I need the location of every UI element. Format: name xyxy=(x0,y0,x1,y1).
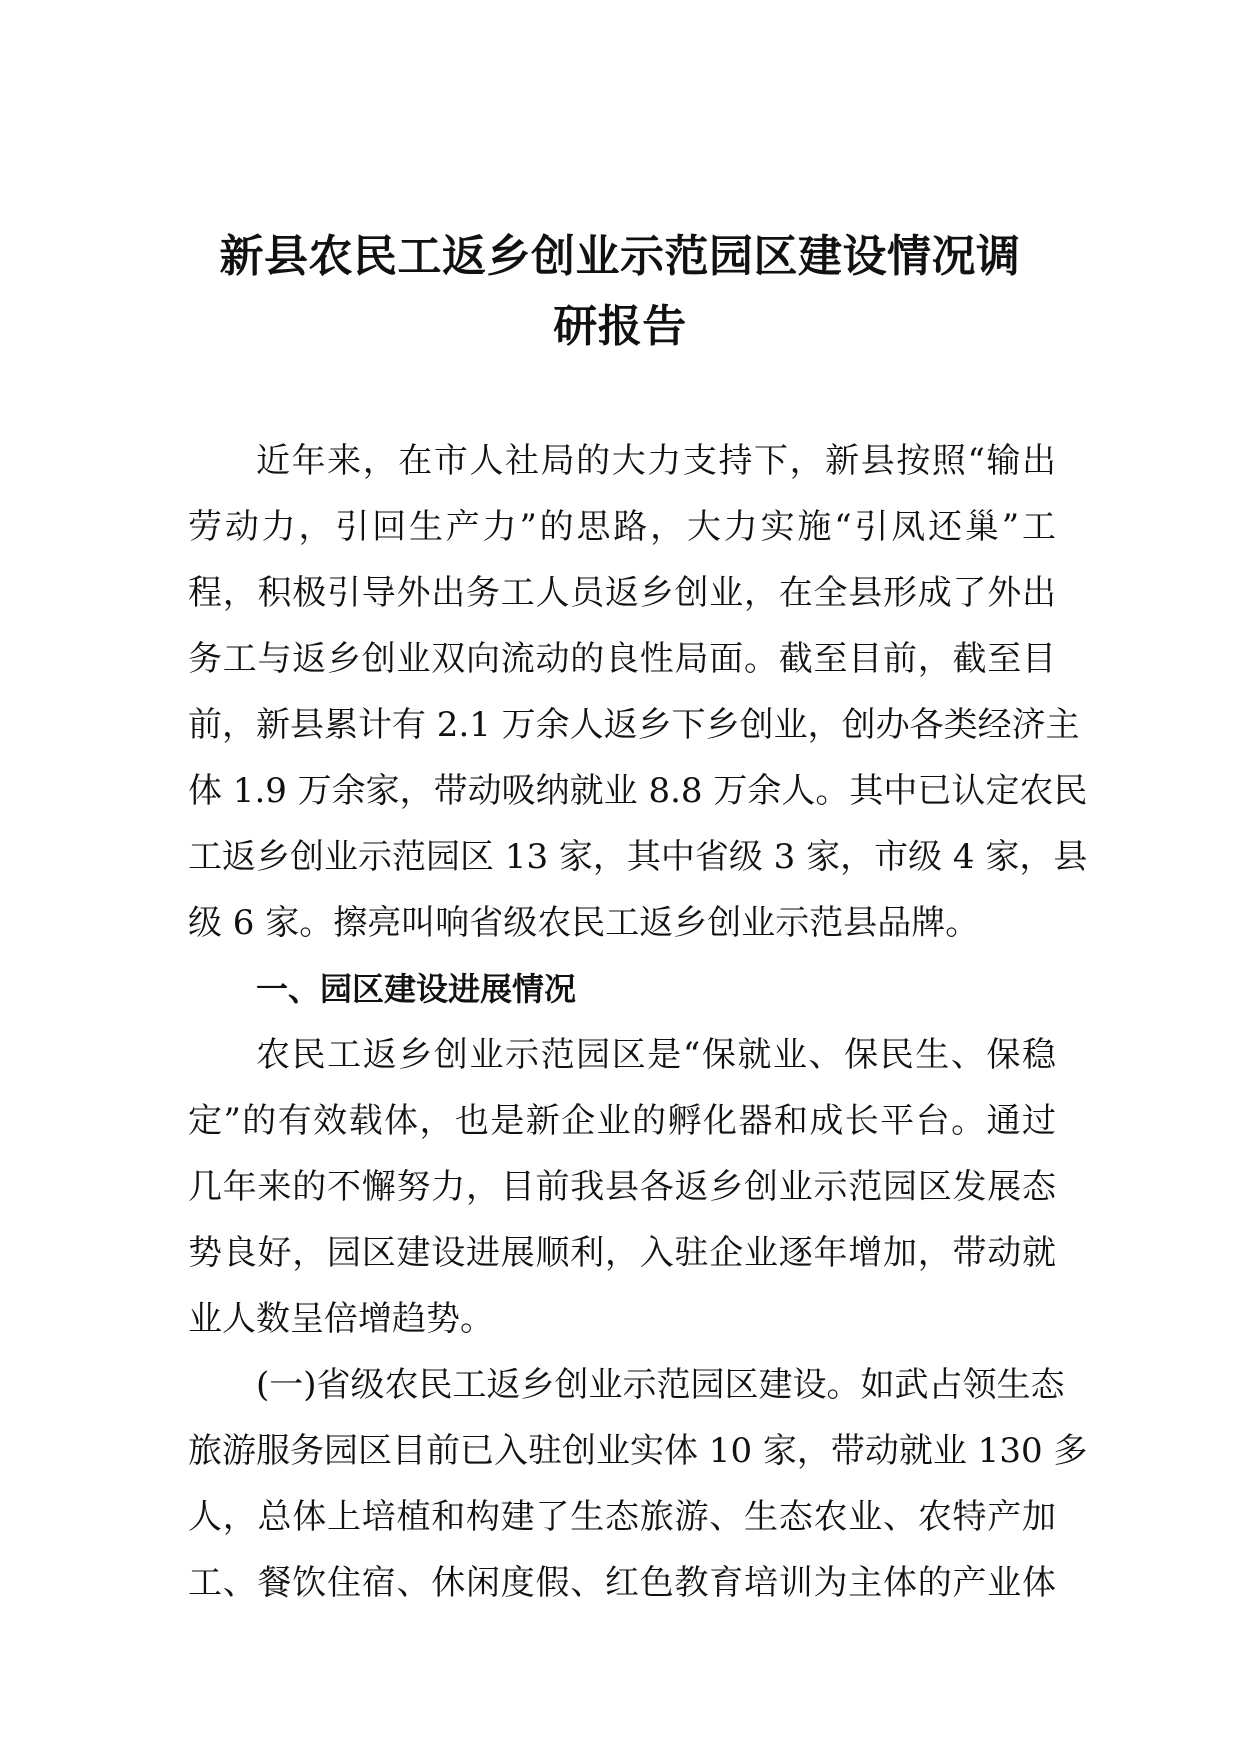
document-body xyxy=(188,428,1088,1616)
title-line: 研报告 xyxy=(553,301,687,352)
paragraph-line: 势良好，园区建设进展顺利，入驻企业逐年增加，带动就 xyxy=(188,1233,1056,1273)
section-heading: 一、园区建设进展情况 xyxy=(256,970,577,1008)
paragraph-line: 旅游服务园区目前已入驻创业实体 10 家，带动就业 130 多 xyxy=(188,1431,1088,1471)
paragraph-section1 xyxy=(188,1022,1056,1352)
paragraph-line: 工、餐饮住宿、休闲度假、红色教育培训为主体的产业体 xyxy=(188,1563,1056,1603)
paragraph-line: 业人数呈倍增趋势。 xyxy=(188,1299,494,1339)
paragraph-subsection1 xyxy=(188,1352,1088,1616)
paragraph-line: 前，新县累计有 2.1 万余人返乡下乡创业，创办各类经济主 xyxy=(188,705,1080,745)
document-title xyxy=(0,222,1240,362)
paragraph-line: 近年来，在市人社局的大力支持下，新县按照“输出 xyxy=(256,441,1056,481)
paragraph-intro xyxy=(188,428,1088,956)
paragraph-line: 定”的有效载体，也是新企业的孵化器和成长平台。通过 xyxy=(188,1101,1056,1141)
paragraph-line: 务工与返乡创业双向流动的良性局面。截至目前，截至目 xyxy=(188,639,1056,679)
paragraph-line: (一)省级农民工返乡创业示范园区建设。如武占领生态 xyxy=(256,1365,1065,1405)
title-line: 新县农民工返乡创业示范园区建设情况调 xyxy=(219,231,1021,282)
paragraph-line: 劳动力，引回生产力”的思路，大力实施“引凤还巢”工 xyxy=(188,507,1056,547)
paragraph-line: 农民工返乡创业示范园区是“保就业、保民生、保稳 xyxy=(256,1035,1056,1075)
paragraph-line: 体 1.9 万余家，带动吸纳就业 8.8 万余人。其中已认定农民 xyxy=(188,771,1088,811)
paragraph-line: 工返乡创业示范园区 13 家，其中省级 3 家，市级 4 家，县 xyxy=(188,837,1088,877)
paragraph-line: 几年来的不懈努力，目前我县各返乡创业示范园区发展态 xyxy=(188,1167,1056,1207)
paragraph-line: 级 6 家。擦亮叫响省级农民工返乡创业示范县品牌。 xyxy=(188,903,980,943)
paragraph-line: 人，总体上培植和构建了生态旅游、生态农业、农特产加 xyxy=(188,1497,1056,1537)
paragraph-line: 程，积极引导外出务工人员返乡创业，在全县形成了外出 xyxy=(188,573,1056,613)
